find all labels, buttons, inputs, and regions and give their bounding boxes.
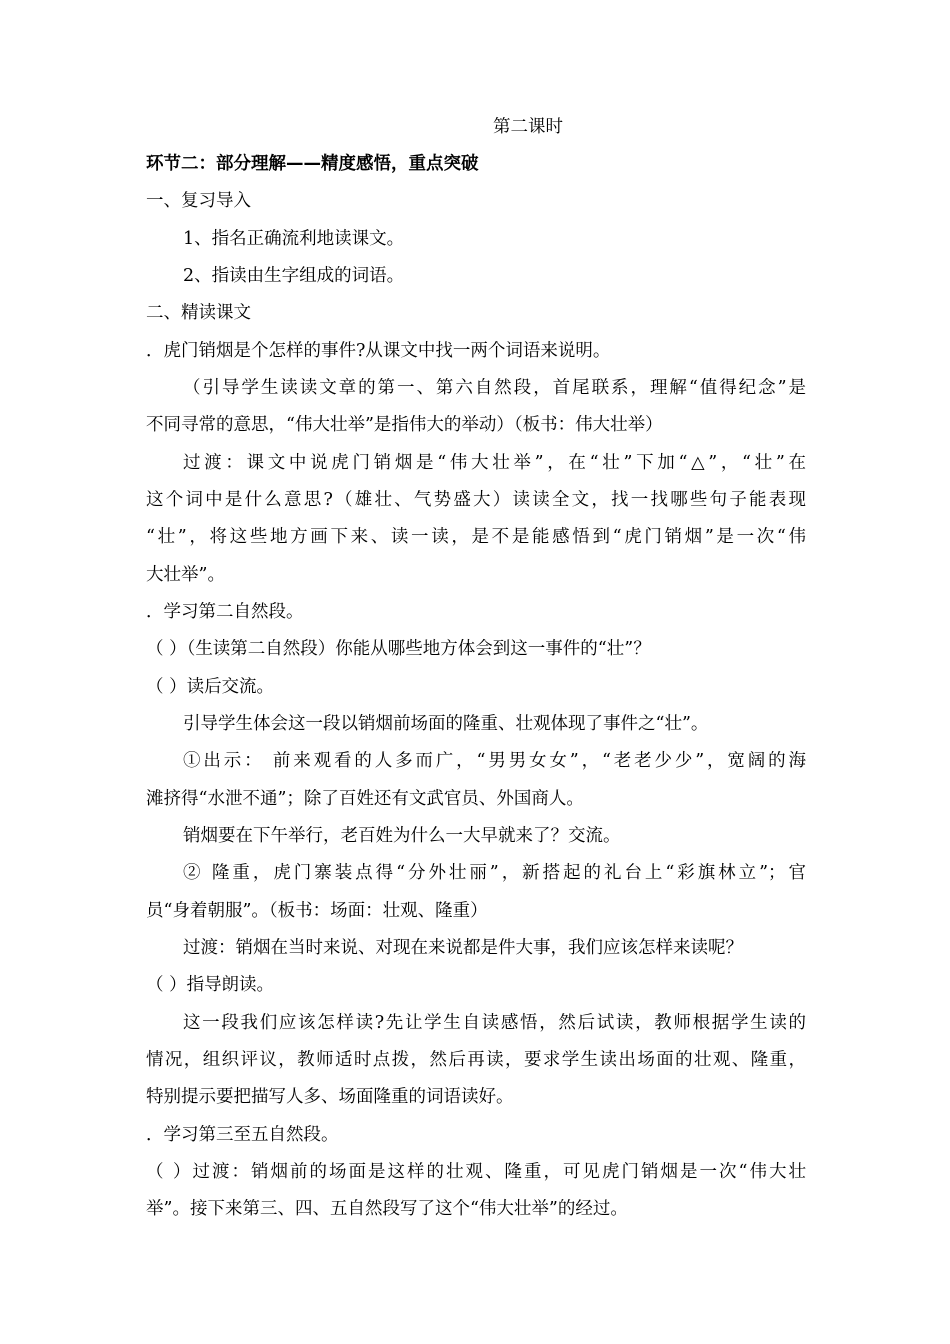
paragraph: ② 隆重，虎门寨装点得“分外壮丽”，新搭起的礼台上“彩旗林立”；官 xyxy=(183,863,806,883)
paragraph: 这个词中是什么意思?（雄壮、气势盛大）读读全文，找一找哪些句子能表现 xyxy=(146,490,806,510)
paragraph: ．学习第二自然段。 xyxy=(146,602,304,622)
paragraph: 2、指读由生字组成的词语。 xyxy=(183,266,405,286)
paragraph: （ ）读后交流。 xyxy=(146,677,275,697)
paragraph: （ ）（生读第二自然段）你能从哪些地方体会到这一事件的“壮”？ xyxy=(146,639,651,659)
section-heading: 环节二：部分理解——精度感悟，重点突破 xyxy=(146,154,479,174)
paragraph: 大壮举”。 xyxy=(146,565,225,585)
paragraph: 过渡：销烟在当时来说、对现在来说都是件大事，我们应该怎样来读呢？ xyxy=(183,938,743,958)
paragraph: （ ）过渡：销烟前的场面是这样的壮观、隆重，可见虎门销烟是一次“伟大壮 xyxy=(146,1162,806,1182)
paragraph: 这一段我们应该怎样读?先让学生自读感悟，然后试读，教师根据学生读的 xyxy=(183,1013,806,1033)
subheading-reading: 二、精读课文 xyxy=(146,303,251,323)
paragraph: 1、指名正确流利地读课文。 xyxy=(183,229,405,249)
paragraph: 过渡：课文中说虎门销烟是“伟大壮举”，在“壮”下加“△”，“壮”在 xyxy=(183,453,806,473)
paragraph: （引导学生读读文章的第一、第六自然段，首尾联系，理解“值得纪念”是 xyxy=(183,378,806,398)
paragraph: 员“身着朝服”。（板书：场面：壮观、隆重） xyxy=(146,901,488,921)
paragraph: 不同寻常的意思，“伟大壮举”是指伟大的举动）（板书：伟大壮举） xyxy=(146,415,663,435)
paragraph: 举”。接下来第三、四、五自然段写了这个“伟大壮举”的经过。 xyxy=(146,1199,628,1219)
subheading-review: 一、复习导入 xyxy=(146,191,251,211)
paragraph: ．虎门销烟是个怎样的事件?从课文中找一两个词语来说明。 xyxy=(146,341,611,361)
paragraph: ①出示： 前来观看的人多而广，“男男女女”，“老老少少”，宽阔的海 xyxy=(183,751,806,771)
paragraph: 引导学生体会这一段以销烟前场面的隆重、壮观体现了事件之“壮”。 xyxy=(183,714,709,734)
paragraph: 滩挤得“水泄不通”；除了百姓还有文武官员、外国商人。 xyxy=(146,789,584,809)
paragraph: 情况，组织评议，教师适时点拨，然后再读，要求学生读出场面的壮观、隆重， xyxy=(146,1050,806,1070)
paragraph: （ ）指导朗读。 xyxy=(146,975,275,995)
paragraph: “壮”，将这些地方画下来、读一读，是不是能感悟到“虎门销烟”是一次“伟 xyxy=(146,527,806,547)
paragraph: 特别提示要把描写人多、场面隆重的词语读好。 xyxy=(146,1087,514,1107)
paragraph: ．学习第三至五自然段。 xyxy=(146,1125,339,1145)
page-title: 第二课时 xyxy=(493,117,563,137)
paragraph: 销烟要在下午举行，老百姓为什么一大早就来了？交流。 xyxy=(183,826,621,846)
